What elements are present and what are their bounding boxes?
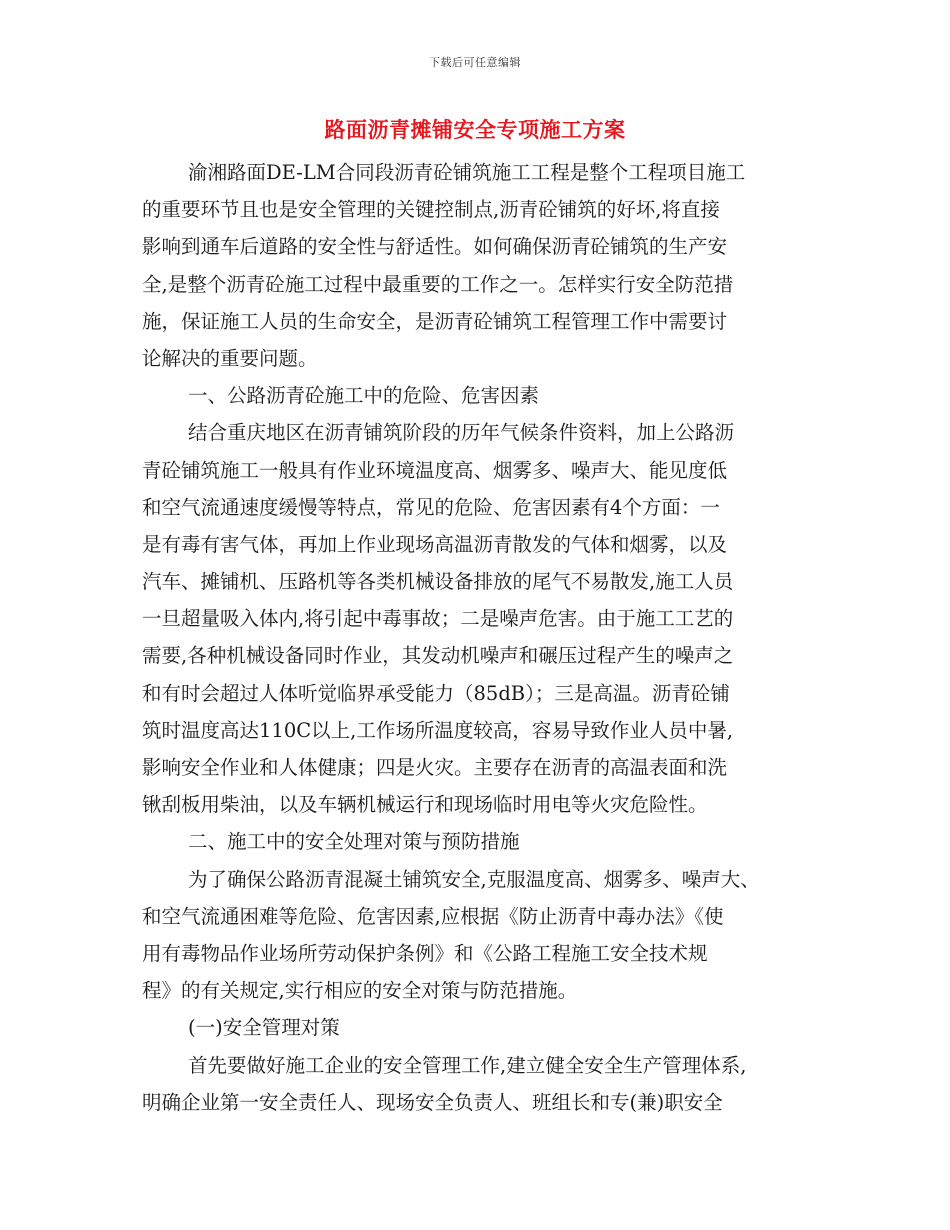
header-note: 下载后可任意编辑 — [429, 56, 521, 69]
text-line: 和有时会超过人体听觉临界承受能力（85dB）；三是高温。沥青砼铺 — [142, 681, 730, 705]
text-line: 影响安全作业和人体健康；四是火灾。主要存在沥青的高温表面和洗 — [142, 756, 728, 779]
text-line: 结合重庆地区在沥青铺筑阶段的历年气候条件资料，加上公路沥 — [188, 421, 735, 445]
text-line: 需要,各种机械设备同时作业，其发动机噪声和碾压过程产生的噪声之 — [142, 644, 734, 668]
text-line: 为了确保公路沥青混凝土铺筑安全,克服温度高、烟雾多、噪声大、 — [188, 867, 760, 891]
text-line: 的重要环节且也是安全管理的关键控制点,沥青砼铺筑的好坏,将直接 — [142, 198, 720, 222]
text-line: 渝湘路面DE-LM合同段沥青砼铺筑施工工程是整个工程项目施工 — [188, 161, 746, 184]
text-line: 影响到通车后道路的安全性与舒适性。如何确保沥青砼铺筑的生产安 — [142, 235, 728, 259]
text-line: 一、公路沥青砼施工中的危险、危害因素 — [188, 384, 540, 408]
text-line: 青砼铺筑施工一般具有作业环境温度高、烟雾多、噪声大、能见度低 — [142, 458, 728, 482]
text-line: 首先要做好施工企业的安全管理工作,建立健全安全生产管理体系, — [188, 1053, 747, 1077]
text-line: 程》的有关规定,实行相应的安全对策与防范措施。 — [142, 979, 578, 1003]
text-line: 汽车、摊铺机、压路机等各类机械设备排放的尾气不易散发,施工人员 — [142, 570, 734, 594]
text-line: 用有毒物品作业场所劳动保护条例》和《公路工程施工安全技术规 — [142, 941, 708, 965]
text-line: 和空气流通困难等危险、危害因素,应根据《防止沥青中毒办法》《使 — [142, 904, 724, 928]
text-line: 锹刮板用柴油，以及车辆机械运行和现场临时用电等火灾危险性。 — [142, 793, 708, 817]
text-line: 全,是整个沥青砼施工过程中最重要的工作之一。怎样实行安全防范措 — [142, 272, 734, 296]
text-line: 论解决的重要问题。 — [142, 346, 318, 370]
text-line: (一)安全管理对策 — [188, 1016, 340, 1040]
text-line: 是有毒有害气体，再加上作业现场高温沥青散发的气体和烟雾，以及 — [142, 532, 728, 556]
text-line: 和空气流通速度缓慢等特点，常见的危险、危害因素有4个方面：一 — [142, 495, 720, 519]
text-line: 筑时温度高达110C以上,工作场所温度较高，容易导致作业人员中暑, — [142, 718, 734, 742]
document-body — [142, 154, 812, 1121]
text-line: 施，保证施工人员的生命安全，是沥青砼铺筑工程管理工作中需要讨 — [142, 309, 728, 333]
text-line: 明确企业第一安全责任人、现场安全负责人、班组长和专(兼)职安全 — [142, 1090, 723, 1114]
text-line: 一旦超量吸入体内,将引起中毒事故；二是噪声危害。由于施工工艺的 — [142, 607, 734, 631]
text-line: 二、施工中的安全处理对策与预防措施 — [188, 830, 520, 854]
document-title: 路面沥青摊铺安全专项施工方案 — [324, 117, 626, 142]
